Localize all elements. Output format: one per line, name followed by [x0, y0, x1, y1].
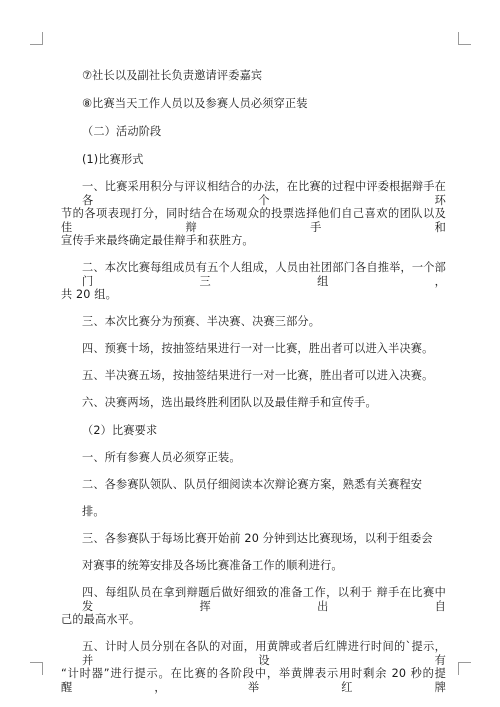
paragraph-line: 五、半决赛五场，按抽签结果进行一对一比赛，胜出者可以进入决赛。 — [82, 369, 434, 382]
list-item-8: ⑧比赛当天工作人员以及参赛人员必须穿正装 — [82, 97, 308, 110]
paragraph-line: 三、各参赛队于每场比赛开始前 20 分钟到达比赛现场，以利于组委会 — [82, 532, 433, 545]
subsection-heading-requirements: （2）比赛要求 — [82, 424, 158, 437]
paragraph-line: “计时器”进行提示。在比赛的各阶段中，举黄牌表示用时剩余 20 秒的提醒，举红牌 — [61, 667, 446, 694]
paragraph-line: 宣传手来最终确定最佳辩手和获胜方。 — [61, 234, 254, 247]
paragraph-line: 四、每组队员在拿到辩题后做好细致的准备工作，以利于 辩手在比赛中发挥出自 — [82, 586, 446, 613]
crop-mark-bottom-left — [30, 662, 43, 675]
crop-mark-bottom-right — [458, 662, 471, 675]
paragraph-line: 三、本次比赛分为预赛、半决赛、决赛三部分。 — [82, 315, 321, 328]
paragraph-line: 共 20 组。 — [61, 288, 117, 301]
section-heading-activity-stage: （二）活动阶段 — [82, 125, 162, 138]
paragraph-line: 二、本次比赛每组成员有五个人组成，人员由社团部门各自推举，一个部门三组， — [82, 261, 446, 288]
crop-mark-top-left — [30, 32, 43, 45]
paragraph-line: 五、计时人员分别在各队的对面，用黄牌或者后红牌进行时间的`提示，并设有 — [82, 640, 446, 667]
paragraph-line: 一、所有参赛人员必须穿正装。 — [82, 451, 241, 464]
paragraph-line: 四、预赛十场，按抽签结果进行一对一比赛，胜出者可以进入半决赛。 — [82, 342, 434, 355]
list-item-7: ⑦社长以及副社长负责邀请评委嘉宾 — [82, 69, 263, 82]
subsection-heading-format: (1)比赛形式 — [82, 153, 144, 166]
crop-mark-top-right — [458, 32, 471, 45]
paragraph-line: 一、比赛采用积分与评议相结合的办法，在比赛的过程中评委根据辩手在各个环 — [82, 180, 446, 207]
paragraph-line: 排。 — [82, 505, 105, 518]
paragraph-line: 己的最高水平。 — [61, 613, 141, 626]
paragraph-line: 对赛事的统筹安排及各场比赛准备工作的顺利进行。 — [82, 559, 343, 572]
paragraph-line: 节的各项表现打分，同时结合在场观众的投票选择他们自己喜欢的团队以及佳辩手和 — [61, 207, 446, 234]
paragraph-line: 六、决赛两场，选出最终胜利团队以及最佳辩手和宣传手。 — [82, 396, 377, 409]
paragraph-line: 二、各参赛队领队、队员仔细阅读本次辩论赛方案，熟悉有关赛程安 — [82, 478, 423, 491]
